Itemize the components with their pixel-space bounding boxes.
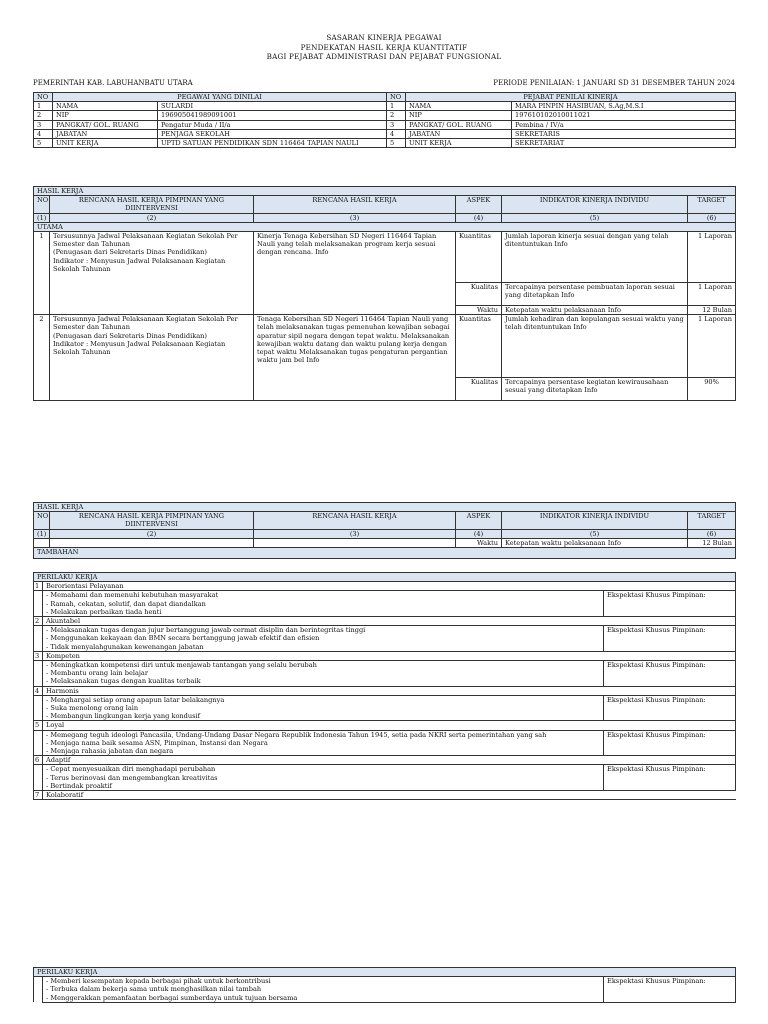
title-line-2: PENDEKATAN HASIL KERJA KUANTITATIF xyxy=(300,42,468,52)
bullet: - Memahami dan memenuhi kebutuhan masyarakat xyxy=(46,591,219,600)
pimpinan-line: Indikator : Menyusun Jadwal Pelaksanaan Kegiatan Sekolah Tahunan xyxy=(53,339,226,357)
ekspektasi-label: Ekspektasi Khusus Pimpinan: xyxy=(604,695,736,721)
num-2: (2) xyxy=(50,529,254,538)
item-target: 90% xyxy=(688,378,736,401)
row-no: 1 xyxy=(34,102,53,111)
row-no-right: 5 xyxy=(387,139,406,148)
perilaku-item xyxy=(34,617,736,626)
perilaku-bullets xyxy=(34,765,736,791)
row-value-right: SEKRETARIS xyxy=(512,129,736,138)
bullet: - Membangun lingkungan kerja yang kondusif xyxy=(46,712,201,721)
col-no: NO xyxy=(34,196,50,213)
hasil-item-row xyxy=(34,538,736,547)
item-aspek: Kuantitas xyxy=(456,315,502,378)
document-title xyxy=(0,33,768,62)
row-no-right: 2 xyxy=(387,111,406,120)
bullet: - Melaksanakan tugas dengan jujur bertanggung jawab cermat disiplin dan berintegritas tinggi xyxy=(46,626,366,635)
row-no: 2 xyxy=(34,111,53,120)
title-line-1: SASARAN KINERJA PEGAWAI xyxy=(326,33,442,42)
perilaku-item xyxy=(34,686,736,695)
col-indikator: INDIKATOR KINERJA INDIVIDU xyxy=(502,196,688,213)
perilaku-bullets xyxy=(34,695,736,721)
item-no: 2 xyxy=(34,315,50,401)
ekspektasi-label: Ekspektasi Khusus Pimpinan: xyxy=(604,730,736,756)
item-target: 1 Laporan xyxy=(688,283,736,306)
num-1: (1) xyxy=(34,213,50,222)
perilaku-no: 3 xyxy=(34,651,43,660)
perilaku-title: Loyal xyxy=(43,721,736,730)
item-aspek: Kualitas xyxy=(456,378,502,401)
row-label-right: NAMA xyxy=(406,102,512,111)
row-no-right: 3 xyxy=(387,120,406,129)
perilaku-title: Harmonis xyxy=(43,686,736,695)
bullet: - Ramah, cekatan, solutif, dan dapat diandalkan xyxy=(46,599,206,608)
ekspektasi-label: Ekspektasi Khusus Pimpinan: xyxy=(604,661,736,687)
perilaku-bullet-list xyxy=(43,977,604,1003)
col-target: TARGET xyxy=(688,196,736,213)
row-label: PANGKAT/ GOL. RUANG xyxy=(53,120,158,129)
hasil-kerja-table-cont xyxy=(33,502,736,559)
row-label: NAMA xyxy=(53,102,158,111)
col-rencana: RENCANA HASIL KERJA xyxy=(254,196,456,213)
pejabat-penilai-header: PEJABAT PENILAI KINERJA xyxy=(406,93,736,102)
pegawai-row xyxy=(34,111,736,120)
pegawai-row xyxy=(34,102,736,111)
ekspektasi-label: Ekspektasi Khusus Pimpinan: xyxy=(604,765,736,791)
pegawai-table xyxy=(33,92,736,148)
item-indikator: Jumlah laporan kinerja sesuai dengan yang telah ditentuntukan Info xyxy=(502,232,688,283)
perilaku-bullets xyxy=(34,626,736,652)
row-value: SULARDI xyxy=(158,102,387,111)
item-aspek: Kuantitas xyxy=(456,232,502,283)
num-6: (6) xyxy=(688,529,736,538)
item-indikator: Ketepatan waktu pelaksanaan Info xyxy=(502,538,688,547)
row-no-right: 1 xyxy=(387,102,406,111)
ekspektasi-label: Ekspektasi Khusus Pimpinan: xyxy=(604,977,736,1003)
perilaku-bullet-list xyxy=(43,661,604,687)
bullet: - Menggerakkan pemanfaatan berbagai sumberdaya untuk tujuan bersama xyxy=(46,993,298,1002)
num-4: (4) xyxy=(456,213,502,222)
instansi-label: PEMERINTAH KAB. LABUHANBATU UTARA xyxy=(33,79,193,87)
row-label: NIP xyxy=(53,111,158,120)
row-value-right: Pembina / IV/a xyxy=(512,120,736,129)
perilaku-title: Adaptif xyxy=(43,756,736,765)
perilaku-no: 4 xyxy=(34,686,43,695)
item-indikator: Jumlah kehadiran dan kepulangan sesuai waktu yang telah ditentuntukan Info xyxy=(502,315,688,378)
item-target: 1 Laporan xyxy=(688,315,736,378)
perilaku-no: 6 xyxy=(34,756,43,765)
item-rencana: Kinerja Tenaga Kebersihan SD Negeri 116464 Tapian Nauli yang telah melaksanakan program kerja sesuai dengan rencana. Info xyxy=(254,232,456,315)
no-header: NO xyxy=(34,93,53,102)
bullet: - Melaksanakan tugas dengan kualitas terbaik xyxy=(46,677,201,686)
bullet: - Memegang teguh ideologi Pancasila, Undang-Undang Dasar Negara Republik Indonesia Tahun 1945, setia pada NKRI serta pemerintahan yang sah xyxy=(46,730,547,739)
row-label-right: NIP xyxy=(406,111,512,120)
pegawai-dinilai-header: PEGAWAI YANG DINILAI xyxy=(53,93,387,102)
num-3: (3) xyxy=(254,529,456,538)
item-pimpinan xyxy=(50,232,254,315)
perilaku-bullets xyxy=(34,977,736,1003)
hasil-kerja-section: HASIL KERJA xyxy=(34,187,736,196)
perilaku-table xyxy=(33,572,736,800)
hasil-item-row xyxy=(34,232,736,283)
perilaku-no: 2 xyxy=(34,617,43,626)
col-aspek: ASPEK xyxy=(456,196,502,213)
perilaku-bullets xyxy=(34,591,736,617)
perilaku-title: Kompeten xyxy=(43,651,736,660)
bullet: - Melakukan perbaikan tiada henti xyxy=(46,607,162,616)
bullet: - Suka menolong orang lain xyxy=(46,704,139,713)
pimpinan-line: Indikator : Menyusun Jadwal Pelaksanaan Kegiatan Sekolah Tahunan xyxy=(53,256,226,273)
bullet: - Menjaga nama baik sesama ASN, Pimpinan, Instansi dan Negara xyxy=(46,738,268,747)
num-6: (6) xyxy=(688,213,736,222)
perilaku-no: 5 xyxy=(34,721,43,730)
bullet: - Membantu orang lain belajar xyxy=(46,669,149,678)
item-no: 1 xyxy=(34,232,50,315)
row-value: UPTD SATUAN PENDIDIKAN SDN 116464 TAPIAN NAULI xyxy=(158,139,387,148)
bullet: - Bertindak proaktif xyxy=(46,781,112,790)
item-rencana: Tenaga Kebersihan SD Negeri 116464 Tapian Nauli yang telah melaksanakan tugas pemenuhan kewajiban sebagai aparatur sipil negara dengan tepat waktu. Melaksanakan kewajiban waktu datang dan waktu pulang kerja dengan tepat waktu Melaksanakan tugas pengaturan pergantian waktu jam bel Info xyxy=(254,315,456,401)
bullet: - Menghargai setiap orang apapun latar belakangnya xyxy=(46,695,225,704)
item-aspek: Waktu xyxy=(456,538,502,547)
bullet: - Cepat menyesuaikan diri menghadapi perubahan xyxy=(46,765,216,774)
row-value-right: SEKRETARIAT xyxy=(512,139,736,148)
bullet: - Terus berinovasi dan mengembangkan kreativitas xyxy=(46,773,218,782)
perilaku-item xyxy=(34,651,736,660)
hasil-kerja-table xyxy=(33,186,736,401)
item-indikator: Ketepatan waktu pelaksanaan Info xyxy=(502,306,688,315)
num-4: (4) xyxy=(456,529,502,538)
hasil-item-row xyxy=(34,315,736,378)
row-value: Pengatur Muda / II/a xyxy=(158,120,387,129)
row-label-right: JABATAN xyxy=(406,129,512,138)
pimpinan-line: (Penugasan dari Sekretaris Dinas Pendidikan) xyxy=(53,331,207,340)
meta-row xyxy=(33,79,735,87)
bullet: - Menggunakan kekayaan dan BMN secara bertanggung jawab efektif dan efisien xyxy=(46,634,320,643)
pimpinan-line: Tersusunnya Jadwal Pelaksanaan Kegiatan Sekolah Per Semester dan Tahunan xyxy=(53,315,238,332)
col-indikator: INDIKATOR KINERJA INDIVIDU xyxy=(502,512,688,529)
item-target: 1 Laporan xyxy=(688,232,736,283)
col-rencana: RENCANA HASIL KERJA xyxy=(254,512,456,529)
row-no: 4 xyxy=(34,129,53,138)
perilaku-bullet-list xyxy=(43,695,604,721)
pegawai-row xyxy=(34,139,736,148)
perilaku-item xyxy=(34,756,736,765)
perilaku-bullet-list xyxy=(43,591,604,617)
perilaku-no: 1 xyxy=(34,582,43,591)
row-value: PENJAGA SEKOLAH xyxy=(158,129,387,138)
row-value: 196905041989091001 xyxy=(158,111,387,120)
item-target: 12 Bulan xyxy=(688,306,736,315)
row-label: JABATAN xyxy=(53,129,158,138)
utama-section: UTAMA xyxy=(34,222,736,231)
num-1: (1) xyxy=(34,529,50,538)
hasil-kerja-section: HASIL KERJA xyxy=(34,503,736,512)
col-pimpinan: RENCANA HASIL KERJA PIMPINAN YANG DIINTERVENSI xyxy=(50,512,254,529)
pegawai-row xyxy=(34,120,736,129)
col-aspek: ASPEK xyxy=(456,512,502,529)
ekspektasi-label: Ekspektasi Khusus Pimpinan: xyxy=(604,591,736,617)
item-aspek: Waktu xyxy=(456,306,502,315)
item-aspek: Kualitas xyxy=(456,283,502,306)
num-5: (5) xyxy=(502,529,688,538)
item-indikator: Tercapainya persentase kegiatan kewirausahaan sesuai yang ditetapkan Info xyxy=(502,378,688,401)
bullet: - Memberi kesempatan kepada berbagai pihak untuk berkontribusi xyxy=(46,977,271,986)
pimpinan-line: (Penugasan dari Sekretaris Dinas Pendidikan) xyxy=(53,248,207,257)
title-line-3: BAGI PEJABAT ADMINISTRASI DAN PEJABAT FUNGSIONAL xyxy=(266,52,502,61)
periode-label: PERIODE PENILAIAN: 1 JANUARI SD 31 DESEMBER TAHUN 2024 xyxy=(493,79,735,87)
pegawai-row xyxy=(34,129,736,138)
perilaku-title: Kolaboratif xyxy=(43,791,736,800)
perilaku-title: Berorientasi Pelayanan xyxy=(43,582,736,591)
perilaku-item xyxy=(34,791,736,800)
col-target: TARGET xyxy=(688,512,736,529)
bullet: - Meningkatkan kompetensi diri untuk menjawab tantangan yang selalu berubah xyxy=(46,661,317,670)
tambahan-section: TAMBAHAN xyxy=(34,548,736,559)
row-no: 5 xyxy=(34,139,53,148)
bullet: - Terbuka dalam bekerja sama untuk menghasilkan nilai tambah xyxy=(46,985,262,994)
bullet: - Tidak menyalahgunakan kewenangan jabatan xyxy=(46,642,204,651)
row-value-right: MARA PINPIN HASIBUAN, S.Ag,M.S.I xyxy=(512,102,736,111)
row-no-right: 4 xyxy=(387,129,406,138)
row-label: UNIT KERJA xyxy=(53,139,158,148)
perilaku-no: 7 xyxy=(34,791,43,800)
perilaku-item xyxy=(34,582,736,591)
row-label-right: UNIT KERJA xyxy=(406,139,512,148)
item-target: 12 Bulan xyxy=(688,538,736,547)
perilaku-bullets xyxy=(34,730,736,756)
row-no: 3 xyxy=(34,120,53,129)
perilaku-bullet-list xyxy=(43,626,604,652)
pimpinan-line: Tersusunnya Jadwal Pelaksanaan Kegiatan Sekolah Per Semester dan Tahunan xyxy=(53,232,238,249)
perilaku-title: Akuntabel xyxy=(43,617,736,626)
perilaku-item xyxy=(34,721,736,730)
col-no: NO xyxy=(34,512,50,529)
row-label-right: PANGKAT/ GOL. RUANG xyxy=(406,120,512,129)
item-pimpinan xyxy=(50,315,254,401)
perilaku-bullet-list xyxy=(43,765,604,791)
perilaku-bullets xyxy=(34,661,736,687)
bullet: - Menjaga rahasia jabatan dan negara xyxy=(46,747,174,756)
perilaku-section: PERILAKU KERJA xyxy=(34,573,736,582)
num-3: (3) xyxy=(254,213,456,222)
item-indikator: Tercapainya persentase pembuatan laporan sesuai yang ditetapkan Info xyxy=(502,283,688,306)
perilaku-table-cont xyxy=(33,967,736,1003)
perilaku-bullet-list xyxy=(43,730,604,756)
perilaku-section: PERILAKU KERJA xyxy=(34,968,736,977)
num-5: (5) xyxy=(502,213,688,222)
col-pimpinan: RENCANA HASIL KERJA PIMPINAN YANG DIINTERVENSI xyxy=(50,196,254,213)
no-header-right: NO xyxy=(387,93,406,102)
num-2: (2) xyxy=(50,213,254,222)
ekspektasi-label: Ekspektasi Khusus Pimpinan: xyxy=(604,626,736,652)
row-value-right: 197610102010011021 xyxy=(512,111,736,120)
